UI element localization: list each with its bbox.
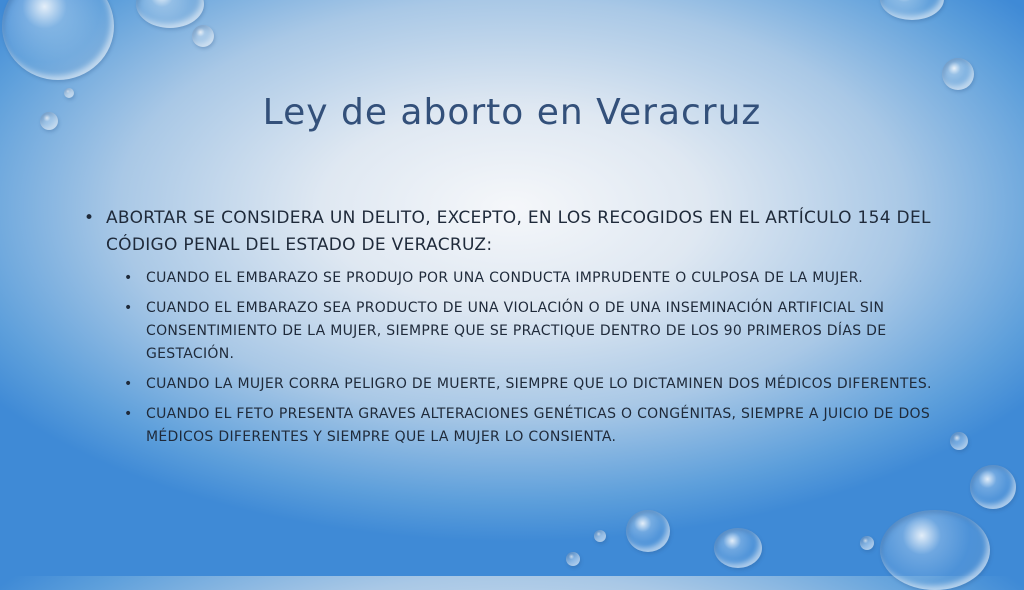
water-drop-decoration	[192, 25, 214, 47]
water-drop-decoration	[942, 58, 974, 90]
water-drop-decoration	[880, 0, 944, 20]
water-drop-decoration	[594, 530, 606, 542]
water-drop-decoration	[626, 510, 670, 552]
water-drop-decoration	[950, 432, 968, 450]
water-drop-decoration	[970, 465, 1016, 509]
sub-bullet-violacion: • CUANDO EL EMBARAZO SEA PRODUCTO DE UNA VIOLACIÓN O DE UNA INSEMINACIÓN ARTIFICIAL SIN CONSENTIMIENTO DE LA MUJER, SIEMPRE QUE SE PRACTIQUE DENTRO DE LOS 90 PRIMEROS DÍAS DE GESTACIÓN.	[124, 297, 944, 366]
water-drop-decoration	[860, 536, 874, 550]
sub-bullet-peligro-muerte: • CUANDO LA MUJER CORRA PELIGRO DE MUERTE, SIEMPRE QUE LO DICTAMINEN DOS MÉDICOS DIFERENTES.	[124, 373, 944, 396]
water-drop-decoration	[2, 0, 114, 80]
sub-bullet-imprudencia: • CUANDO EL EMBARAZO SE PRODUJO POR UNA CONDUCTA IMPRUDENTE O CULPOSA DE LA MUJER.	[124, 267, 944, 290]
slide-title: Ley de aborto en Veracruz	[262, 92, 762, 133]
water-drop-decoration	[566, 552, 580, 566]
water-drop-decoration	[880, 510, 990, 590]
water-drop-decoration	[714, 528, 762, 568]
slide-body	[84, 205, 944, 456]
bullet-main: • ABORTAR SE CONSIDERA UN DELITO, EXCEPTO, EN LOS RECOGIDOS EN EL ARTÍCULO 154 DEL CÓDIGO PENAL DEL ESTADO DE VERACRUZ:	[84, 205, 944, 259]
sub-bullet-alteraciones: • CUANDO EL FETO PRESENTA GRAVES ALTERACIONES GENÉTICAS O CONGÉNITAS, SIEMPRE A JUICIO DE DOS MÉDICOS DIFERENTES Y SIEMPRE QUE LA MUJER LO CONSIENTA.	[124, 403, 944, 449]
water-drop-decoration	[136, 0, 204, 28]
